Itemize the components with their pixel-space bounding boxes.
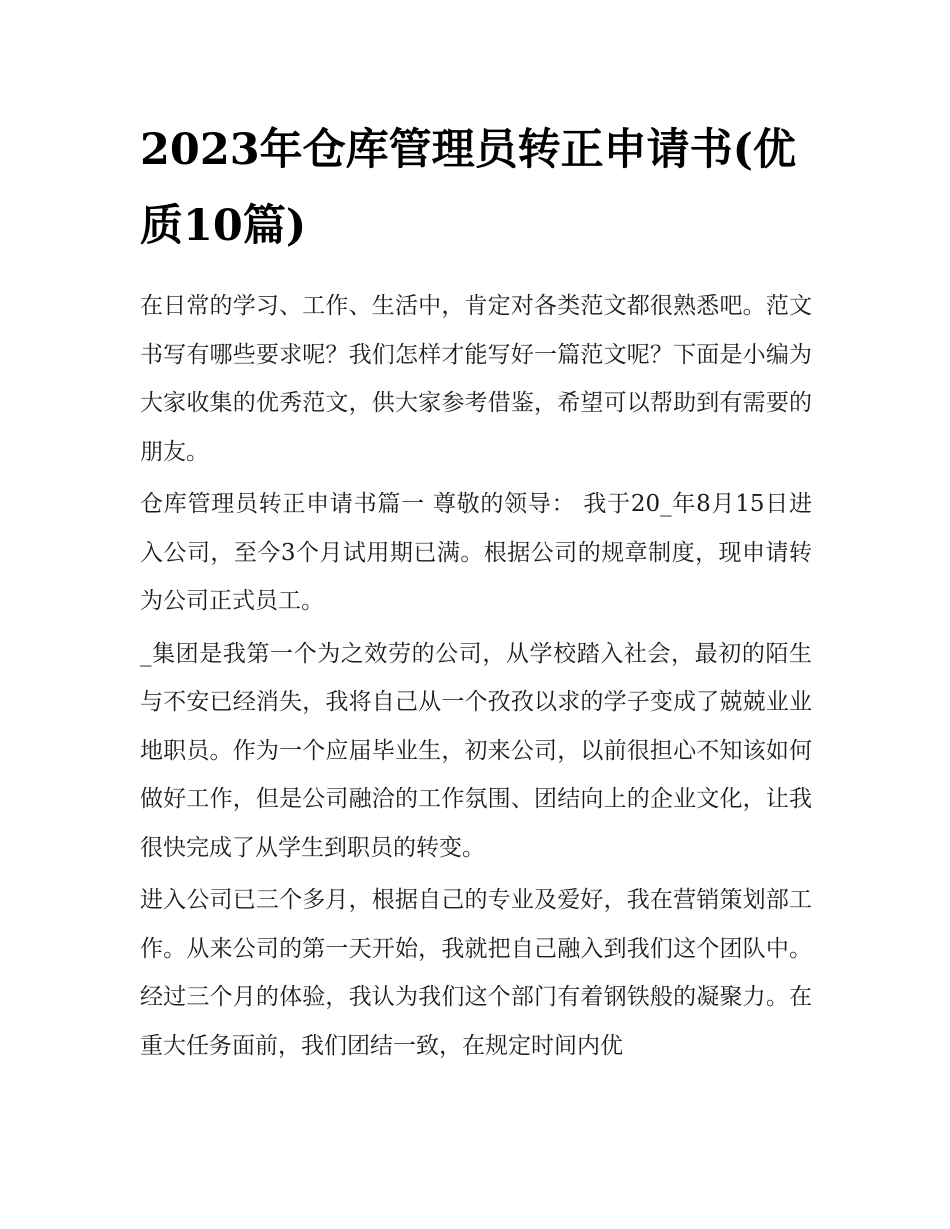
paragraph-intro: 在日常的学习、工作、生活中，肯定对各类范文都很熟悉吧。范文书写有哪些要求呢？我们怎样才能写好一篇范文呢？下面是小编为大家收集的优秀范文，供大家参考借鉴，希望可以帮助到有需要的朋友。: [140, 293, 812, 465]
paragraph-company: _集团是我第一个为之效劳的公司，从学校踏入社会，最初的陌生与不安已经消失，我将自己从一个孜孜以求的学子变成了兢兢业业地职员。作为一个应届毕业生，初来公司，以前很担心不知该如何做好工作，但是公司融洽的工作氛围、团结向上的企业文化，让我很快完成了从学生到职员的转变。: [140, 640, 812, 861]
paragraph-work: 进入公司已三个多月，根据自己的专业及爱好，我在营销策划部工作。从来公司的第一天开始，我就把自己融入到我们这个团队中。经过三个月的体验，我认为我们这个部门有着钢铁般的凝聚力。在重大任务面前，我们团结一致，在规定时间内优: [140, 887, 812, 1059]
paragraph-application: 仓库管理员转正申请书篇一 尊敬的领导： 我于20_年8月15日进入公司，至今3个月试用期已满。根据公司的规章制度，现申请转为公司正式员工。: [140, 491, 812, 614]
document-title: 2023年仓库管理员转正申请书(优质10篇): [140, 125, 797, 251]
document-body: [140, 112, 812, 1074]
